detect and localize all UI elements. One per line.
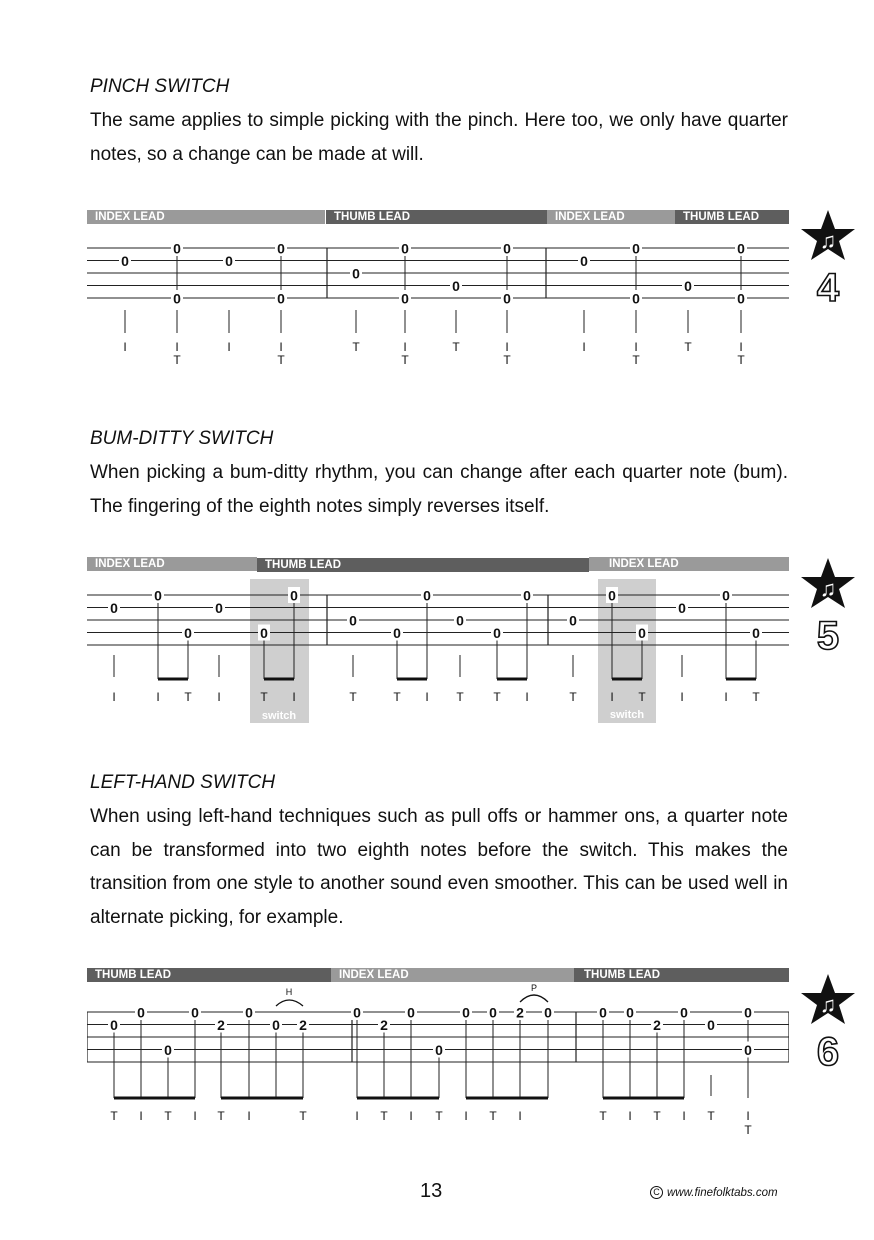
fret-number: 0 bbox=[173, 240, 181, 257]
hammer-on-label: H bbox=[285, 987, 293, 997]
copyright bbox=[650, 1186, 778, 1199]
finger-label: I bbox=[279, 340, 283, 354]
fret-number: 0 bbox=[110, 600, 118, 616]
tab-pinch-switch bbox=[87, 210, 789, 380]
finger-label: T bbox=[503, 353, 511, 367]
fret-number: 0 bbox=[225, 253, 233, 269]
fret-number: 0 bbox=[393, 625, 401, 641]
finger-label: T bbox=[184, 690, 192, 704]
fret-number: 0 bbox=[462, 1004, 470, 1021]
fret-number: 0 bbox=[503, 290, 511, 307]
finger-label: T bbox=[493, 690, 501, 704]
finger-label: T bbox=[653, 1109, 661, 1123]
lead-bar-index: INDEX LEAD bbox=[87, 210, 325, 224]
star-music-icon bbox=[799, 208, 857, 308]
finger-label: T bbox=[737, 353, 745, 367]
website-link: www.finefolktabs.com bbox=[667, 1187, 778, 1199]
fret-number: 0 bbox=[599, 1004, 607, 1021]
fret-number: 0 bbox=[277, 240, 285, 257]
finger-label: T bbox=[349, 690, 357, 704]
fret-number: 0 bbox=[737, 290, 745, 307]
fret-number: 0 bbox=[638, 625, 646, 641]
finger-label: I bbox=[403, 340, 407, 354]
finger-label: T bbox=[380, 1109, 388, 1123]
fret-number: 2 bbox=[380, 1017, 388, 1033]
star-number: 4 bbox=[816, 266, 840, 308]
fret-number: 0 bbox=[744, 1042, 752, 1058]
switch-highlight bbox=[250, 579, 309, 723]
lead-bar-thumb: THUMB LEAD bbox=[87, 968, 331, 982]
fret-number: 0 bbox=[191, 1004, 199, 1021]
finger-label: T bbox=[393, 690, 401, 704]
lead-bar-index: INDEX LEAD bbox=[331, 968, 574, 982]
fret-number: 0 bbox=[744, 1004, 752, 1021]
finger-label: I bbox=[409, 1109, 413, 1123]
fret-number: 0 bbox=[121, 253, 129, 269]
fret-number: 0 bbox=[503, 240, 511, 257]
fret-number: 0 bbox=[752, 625, 760, 641]
fret-number: 0 bbox=[632, 290, 640, 307]
fret-number: 0 bbox=[456, 612, 464, 629]
finger-label: T bbox=[456, 690, 464, 704]
fret-number: 0 bbox=[173, 290, 181, 307]
lead-bar-index: INDEX LEAD bbox=[87, 557, 257, 571]
finger-label: T bbox=[744, 1123, 752, 1137]
star-number: 6 bbox=[816, 1030, 840, 1072]
finger-label: T bbox=[435, 1109, 443, 1123]
finger-label: T bbox=[489, 1109, 497, 1123]
section-title-pinch-switch: PINCH SWITCH bbox=[90, 76, 230, 97]
finger-label: I bbox=[425, 690, 429, 704]
finger-label: T bbox=[452, 340, 460, 354]
fret-number: 0 bbox=[680, 1004, 688, 1021]
fret-number: 0 bbox=[737, 240, 745, 257]
fret-number: 0 bbox=[632, 240, 640, 257]
copyright-icon: C bbox=[650, 1186, 663, 1199]
finger-label: I bbox=[525, 690, 529, 704]
finger-label: I bbox=[112, 690, 116, 704]
fret-number: 0 bbox=[401, 240, 409, 257]
paragraph-left-hand-switch: When using left-hand techniques such as pull offs or hammer ons, a quarter note can be transformed into two eighth notes before the switch. This makes the transition from one style to another sound even smoother. This can be used well in alternate picking, for example. bbox=[90, 806, 788, 928]
lead-bar-thumb: THUMB LEAD bbox=[257, 558, 589, 572]
fret-number: 0 bbox=[184, 625, 192, 641]
finger-label: T bbox=[260, 690, 268, 704]
paragraph-pinch-switch: The same applies to simple picking with the pinch. Here too, we only have quarter notes, so a change can be made at will. bbox=[90, 110, 788, 165]
tab-staff bbox=[87, 210, 789, 380]
fret-number: 0 bbox=[523, 587, 531, 604]
finger-label: T bbox=[632, 353, 640, 367]
fret-number: 0 bbox=[137, 1004, 145, 1021]
finger-label: T bbox=[173, 353, 181, 367]
fret-number: 0 bbox=[608, 587, 616, 604]
finger-label: T bbox=[569, 690, 577, 704]
fret-number: 0 bbox=[452, 278, 460, 294]
fret-number: 0 bbox=[349, 612, 357, 629]
fret-number: 0 bbox=[245, 1004, 253, 1021]
finger-label: I bbox=[746, 1109, 750, 1123]
finger-label: I bbox=[464, 1109, 468, 1123]
finger-label: I bbox=[682, 1109, 686, 1123]
finger-label: T bbox=[164, 1109, 172, 1123]
fret-number: 0 bbox=[678, 600, 686, 616]
finger-label: T bbox=[401, 353, 409, 367]
finger-label: T bbox=[299, 1109, 307, 1123]
finger-label: I bbox=[175, 340, 179, 354]
fret-number: 0 bbox=[154, 587, 162, 604]
finger-label: T bbox=[217, 1109, 225, 1123]
fret-number: 0 bbox=[707, 1017, 715, 1033]
star-music-icon bbox=[799, 972, 857, 1072]
star-badge bbox=[799, 556, 857, 661]
finger-label: T bbox=[599, 1109, 607, 1123]
finger-label: I bbox=[247, 1109, 251, 1123]
finger-label: I bbox=[193, 1109, 197, 1123]
finger-label: I bbox=[139, 1109, 143, 1123]
fret-number: 0 bbox=[489, 1004, 497, 1021]
svg-text:♫: ♫ bbox=[819, 992, 837, 1017]
finger-label: I bbox=[634, 340, 638, 354]
fret-number: 2 bbox=[217, 1017, 225, 1033]
switch-label: switch bbox=[609, 709, 645, 721]
fret-number: 0 bbox=[493, 625, 501, 641]
pull-off-arc bbox=[520, 995, 548, 1002]
lead-bar-thumb: THUMB LEAD bbox=[675, 210, 789, 224]
finger-label: I bbox=[724, 690, 728, 704]
fret-number: 0 bbox=[272, 1017, 280, 1033]
svg-text:♫: ♫ bbox=[819, 576, 837, 601]
finger-label: I bbox=[292, 690, 296, 704]
fret-number: 0 bbox=[401, 290, 409, 307]
paragraph-bum-ditty-switch: When picking a bum-ditty rhythm, you can change after each quarter note (bum). The fingering of the eighth notes simply reverses itself. bbox=[90, 462, 788, 517]
fret-number: 2 bbox=[653, 1017, 661, 1033]
finger-label: I bbox=[505, 340, 509, 354]
finger-label: T bbox=[707, 1109, 715, 1123]
fret-number: 0 bbox=[423, 587, 431, 604]
star-number: 5 bbox=[816, 614, 840, 656]
page-number: 13 bbox=[420, 1180, 443, 1202]
star-badge bbox=[799, 972, 857, 1077]
section-title-left-hand-switch: LEFT-HAND SWITCH bbox=[90, 772, 276, 793]
finger-label: T bbox=[684, 340, 692, 354]
fret-number: 0 bbox=[569, 612, 577, 629]
lead-bar-index: INDEX LEAD bbox=[589, 557, 789, 571]
fret-number: 0 bbox=[580, 253, 588, 269]
star-badge bbox=[799, 208, 857, 313]
fret-number: 0 bbox=[215, 600, 223, 616]
fret-number: 0 bbox=[544, 1004, 552, 1021]
lead-bar-thumb: THUMB LEAD bbox=[326, 210, 547, 224]
fret-number: 0 bbox=[164, 1042, 172, 1058]
finger-label: I bbox=[610, 690, 614, 704]
hammer-on-arc bbox=[276, 1000, 303, 1006]
svg-text:♫: ♫ bbox=[819, 228, 837, 253]
fret-number: 2 bbox=[516, 1004, 524, 1021]
fret-number: 0 bbox=[626, 1004, 634, 1021]
finger-label: T bbox=[110, 1109, 118, 1123]
finger-label: I bbox=[518, 1109, 522, 1123]
finger-label: I bbox=[227, 340, 231, 354]
fret-number: 0 bbox=[722, 587, 730, 604]
fret-number: 0 bbox=[684, 278, 692, 294]
finger-label: T bbox=[638, 690, 646, 704]
pull-off-label: P bbox=[530, 983, 538, 993]
finger-label: I bbox=[739, 340, 743, 354]
tab-staff bbox=[87, 557, 789, 727]
finger-label: I bbox=[217, 690, 221, 704]
fret-number: 0 bbox=[352, 265, 360, 282]
fret-number: 0 bbox=[353, 1004, 361, 1021]
finger-label: I bbox=[156, 690, 160, 704]
fret-number: 0 bbox=[290, 587, 298, 604]
finger-label: I bbox=[582, 340, 586, 354]
fret-number: 0 bbox=[407, 1004, 415, 1021]
fret-number: 0 bbox=[435, 1042, 443, 1058]
star-music-icon bbox=[799, 556, 857, 656]
tab-staff bbox=[87, 968, 789, 1148]
fret-number: 0 bbox=[260, 625, 268, 641]
fret-number: 0 bbox=[277, 290, 285, 307]
tab-left-hand-switch bbox=[87, 968, 789, 1148]
tab-bum-ditty-switch bbox=[87, 557, 789, 727]
finger-label: I bbox=[355, 1109, 359, 1123]
lead-bar-thumb: THUMB LEAD bbox=[574, 968, 789, 982]
switch-label: switch bbox=[261, 710, 297, 722]
finger-label: I bbox=[680, 690, 684, 704]
finger-label: I bbox=[628, 1109, 632, 1123]
fret-number: 0 bbox=[110, 1017, 118, 1033]
finger-label: T bbox=[752, 690, 760, 704]
finger-label: I bbox=[123, 340, 127, 354]
lead-bar-index: INDEX LEAD bbox=[547, 210, 675, 224]
fret-number: 2 bbox=[299, 1017, 307, 1033]
section-title-bum-ditty-switch: BUM-DITTY SWITCH bbox=[90, 428, 274, 449]
finger-label: T bbox=[352, 340, 360, 354]
finger-label: T bbox=[277, 353, 285, 367]
